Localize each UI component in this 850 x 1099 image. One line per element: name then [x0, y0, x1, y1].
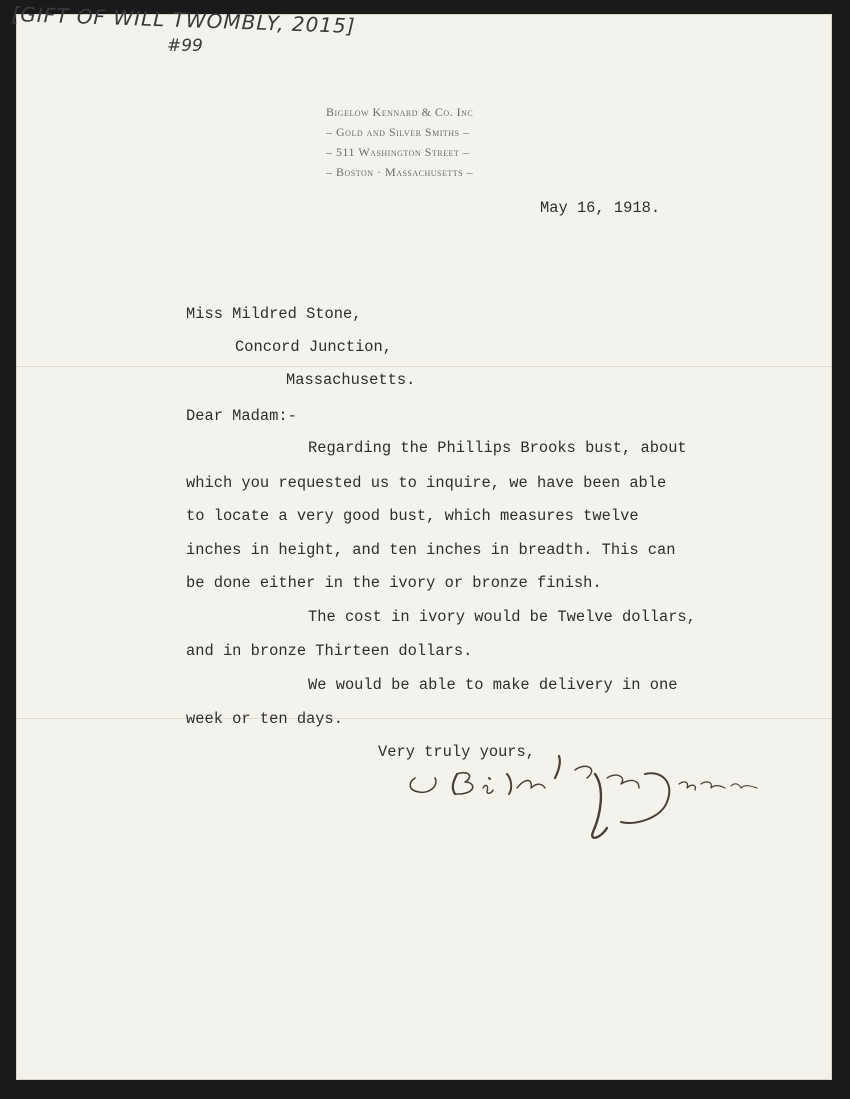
body-line: inches in height, and ten inches in breadth. This can [186, 541, 676, 559]
salutation: Dear Madam:- [186, 407, 297, 425]
item-number: #99 [167, 36, 203, 56]
recipient-address-line1: Concord Junction, [235, 338, 393, 356]
body-line: which you requested us to inquire, we have been able [186, 474, 667, 492]
body-line: We would be able to make delivery in one [308, 676, 678, 694]
letterhead-street: – 511 Washington Street – [326, 145, 470, 159]
body-line: The cost in ivory would be Twelve dollars, [308, 608, 696, 626]
fold-line-upper [16, 366, 832, 367]
recipient-address-line2: Massachusetts. [286, 371, 416, 389]
closing: Very truly yours, [378, 743, 536, 761]
body-line: be done either in the ivory or bronze finish. [186, 574, 602, 592]
recipient-name: Miss Mildred Stone, [186, 305, 362, 323]
body-line: week or ten days. [186, 710, 344, 728]
letterhead-company: Bigelow Kennard & Co. Inc [326, 105, 474, 119]
body-line: and in bronze Thirteen dollars. [186, 642, 473, 660]
letterhead-trade: – Gold and Silver Smiths – [326, 125, 470, 139]
fold-line-lower [16, 718, 832, 719]
letter-date: May 16, 1918. [540, 199, 661, 217]
letterhead [320, 102, 520, 182]
letterhead-city: – Boston · Massachusetts – [326, 165, 474, 179]
body-line: Regarding the Phillips Brooks bust, about [308, 439, 687, 457]
handwritten-signature [395, 748, 795, 853]
body-line: to locate a very good bust, which measures twelve [186, 507, 639, 525]
gift-note: [GIFT OF WILL TWOMBLY, 2015] [11, 2, 356, 38]
